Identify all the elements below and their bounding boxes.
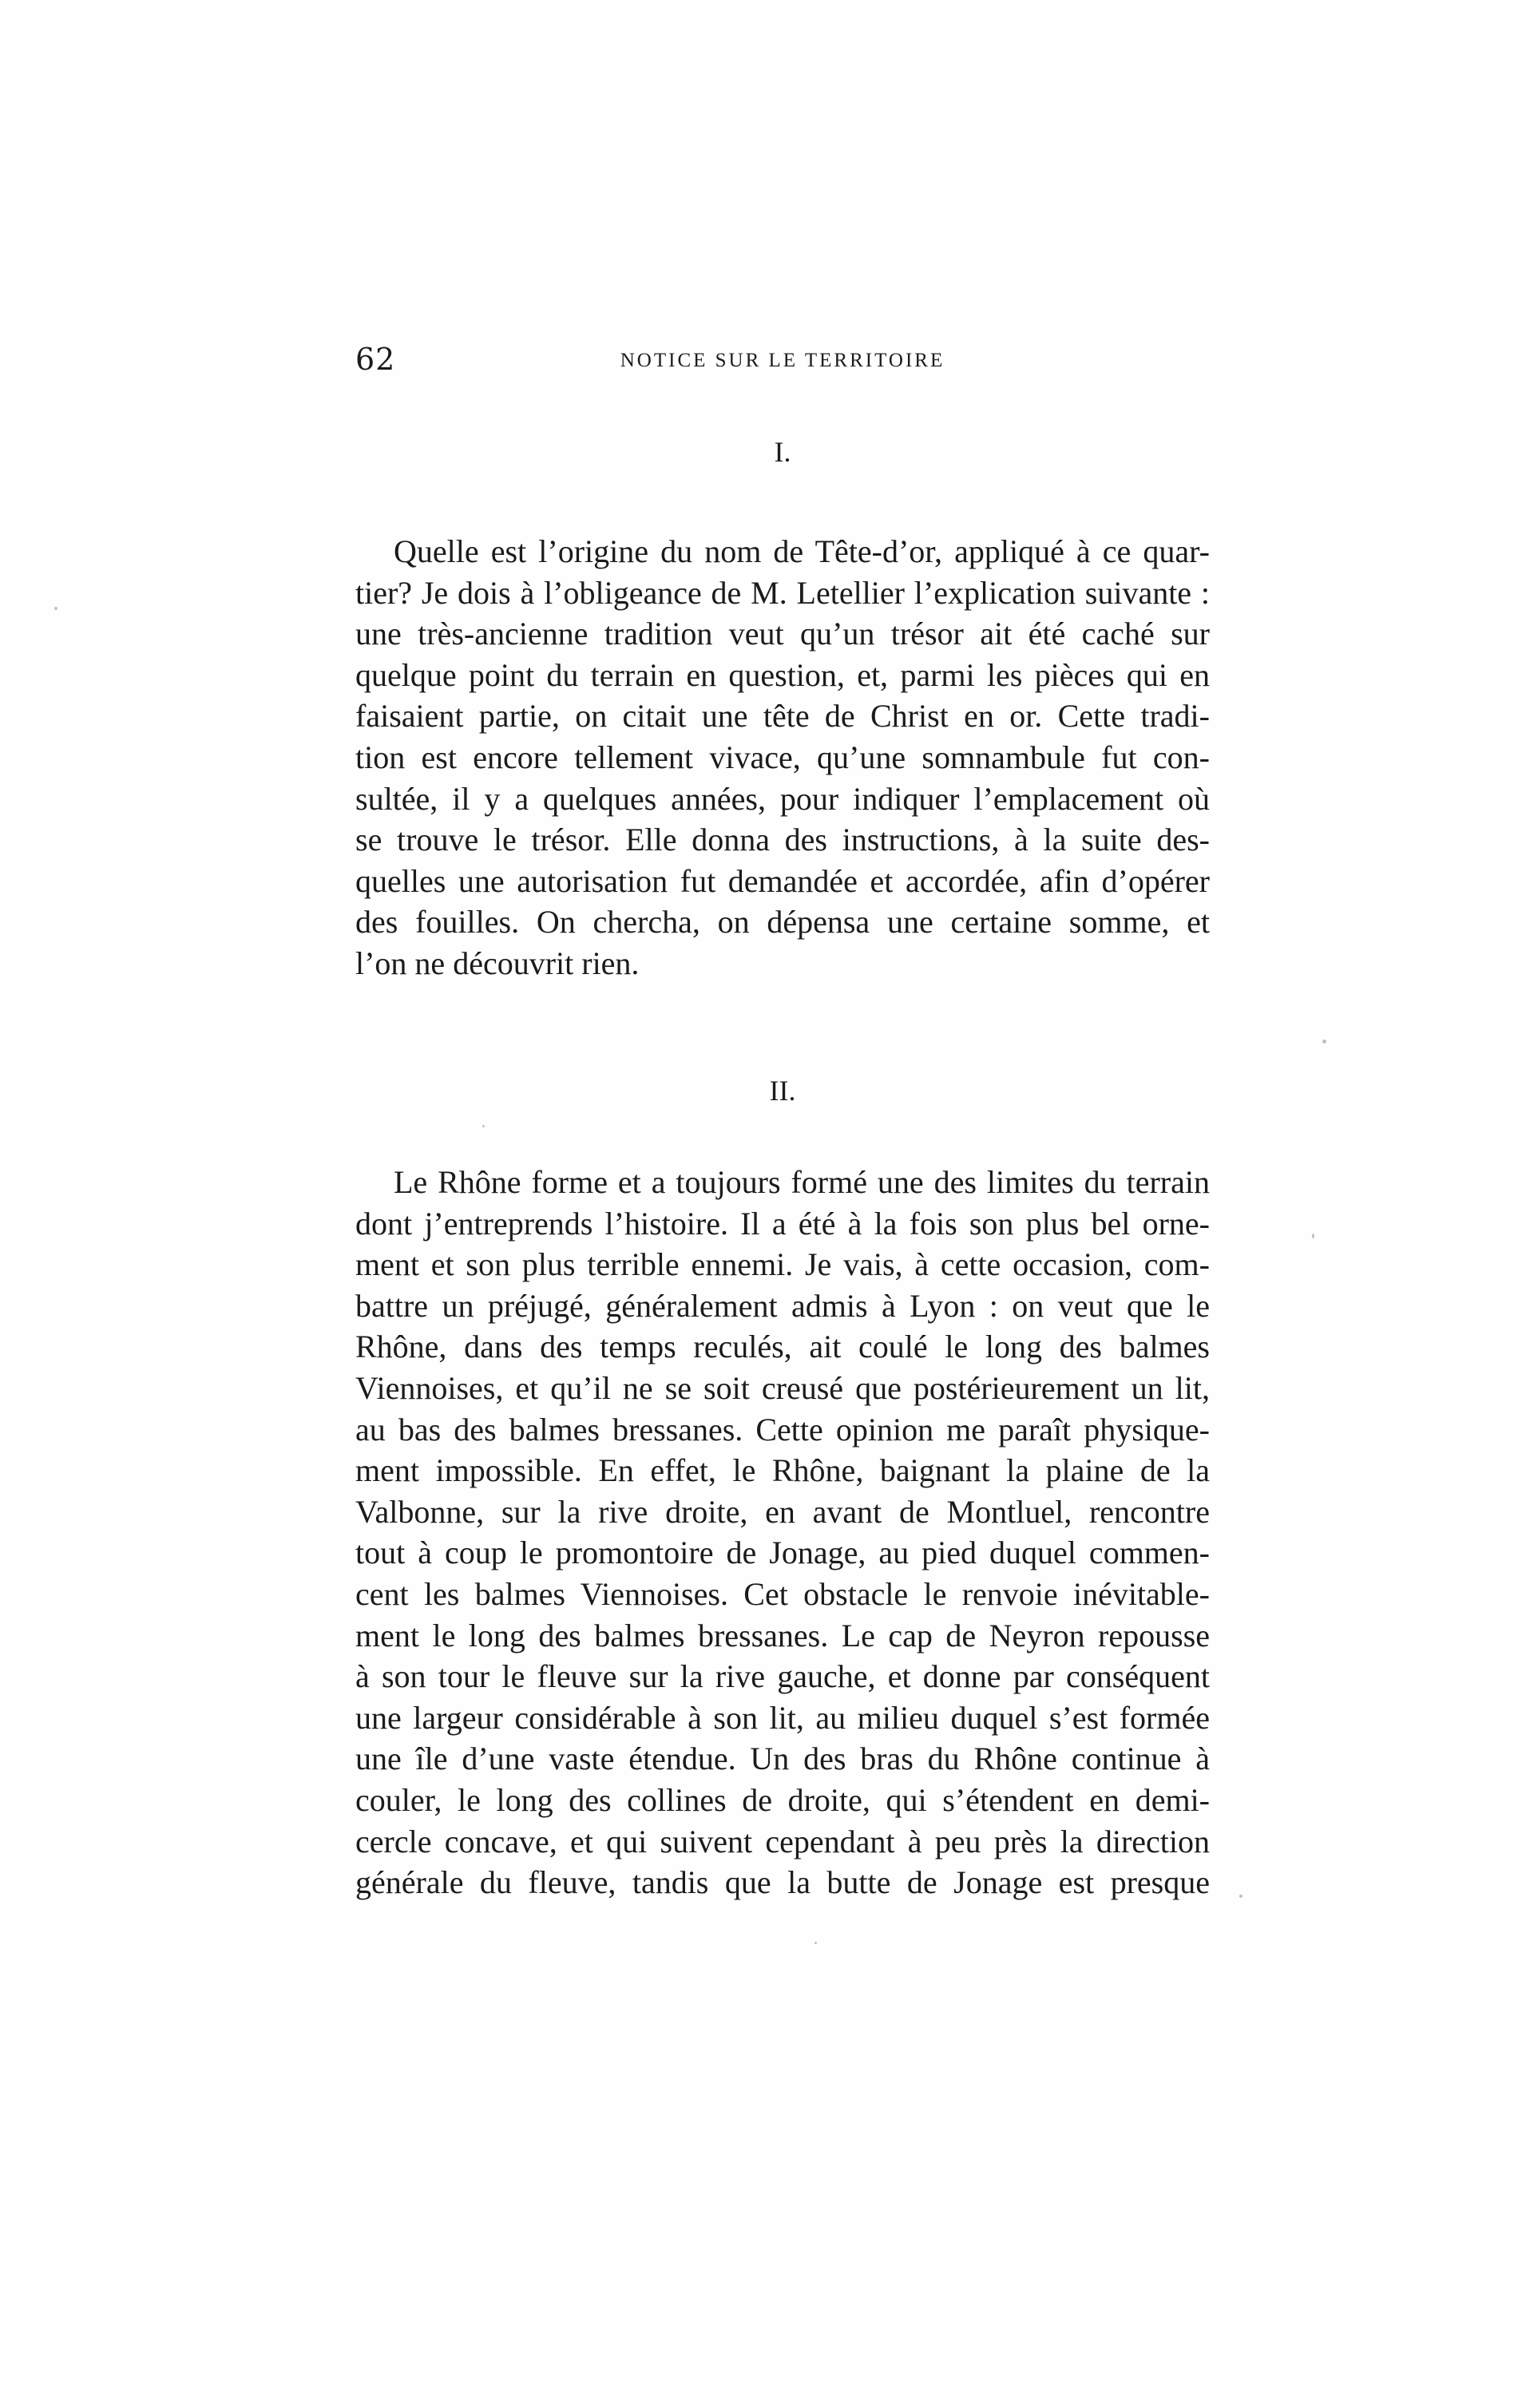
text-line: cent les balmes Viennoises. Cet obstacle le renvoie inévitable- — [355, 1575, 1210, 1612]
text-line: Le Rhône forme et a toujours formé une des limites du terrain — [394, 1164, 1210, 1200]
print-speck — [1322, 1040, 1326, 1044]
text-line: dont j’entreprends l’histoire. Il a été à la fois son plus bel orne- — [355, 1205, 1210, 1242]
text-line: une très-ancienne tradition veut qu’un trésor ait été caché sur — [355, 616, 1210, 652]
print-speck — [482, 1125, 485, 1127]
text-line: Viennoises, et qu’il ne se soit creusé que postérieurement un lit, — [355, 1369, 1210, 1406]
text-line: des fouilles. On chercha, on dépensa une certaine somme, et — [355, 904, 1210, 941]
text-line: à son tour le fleuve sur la rive gauche, et donne par conséquent — [355, 1658, 1210, 1695]
page-number: 62 — [355, 342, 396, 377]
text-line: ment le long des balmes bressanes. Le cap de Neyron repousse — [355, 1617, 1210, 1654]
text-line: quelles une autorisation fut demandée et accordée, afin d’opérer — [355, 862, 1210, 899]
print-speck — [1312, 1234, 1314, 1238]
paragraph-1 — [355, 531, 1210, 984]
text-line: une largeur considérable à son lit, au milieu duquel s’est formée — [355, 1699, 1210, 1736]
text-line: tier? Je dois à l’obligeance de M. Letellier l’explication suivante : — [355, 574, 1210, 611]
print-speck — [1239, 1895, 1243, 1898]
text-line: cercle concave, et qui suivent cependant à peu près la direction — [355, 1823, 1210, 1859]
text-line: Valbonne, sur la rive droite, en avant de Montluel, rencontre — [355, 1493, 1210, 1530]
print-speck — [814, 1942, 817, 1944]
text-line: battre un préjugé, généralement admis à Lyon : on veut que le — [355, 1287, 1210, 1324]
print-speck — [54, 607, 57, 610]
text-line: Quelle est l’origine du nom de Tête-d’or, appliqué à ce quar- — [394, 533, 1210, 569]
section-heading-2: II. — [769, 1075, 796, 1107]
text-line: tout à coup le promontoire de Jonage, au pied duquel commen- — [355, 1535, 1210, 1571]
text-line: tion est encore tellement vivace, qu’une somnambule fut con- — [355, 739, 1210, 775]
text-line: sultée, il y a quelques années, pour indiquer l’emplacement où — [355, 780, 1210, 817]
text-line: l’on ne découvrit rien. — [355, 945, 640, 981]
text-line: au bas des balmes bressanes. Cette opinion me paraît physique- — [355, 1411, 1210, 1448]
section-heading-1: I. — [774, 436, 791, 468]
text-line: Rhône, dans des temps reculés, ait coulé le long des balmes — [355, 1329, 1210, 1365]
text-line: faisaient partie, on citait une tête de Christ en or. Cette tradi- — [355, 698, 1210, 735]
running-title: NOTICE SUR LE TERRITOIRE — [620, 350, 945, 371]
text-line: quelque point du terrain en question, et, parmi les pièces qui en — [355, 656, 1210, 693]
text-line: une île d’une vaste étendue. Un des bras du Rhône continue à — [355, 1741, 1210, 1777]
text-line: couler, le long des collines de droite, qui s’étendent en demi- — [355, 1781, 1210, 1818]
text-line: ment impossible. En effet, le Rhône, baignant la plaine de la — [355, 1452, 1210, 1489]
text-line: générale du fleuve, tandis que la butte de Jonage est presque — [355, 1864, 1210, 1901]
page-header — [355, 342, 1210, 382]
paragraph-2 — [355, 1162, 1210, 1903]
text-line: se trouve le trésor. Elle donna des instructions, à la suite des- — [355, 822, 1210, 858]
text-line: ment et son plus terrible ennemi. Je vais, à cette occasion, com- — [355, 1246, 1210, 1283]
